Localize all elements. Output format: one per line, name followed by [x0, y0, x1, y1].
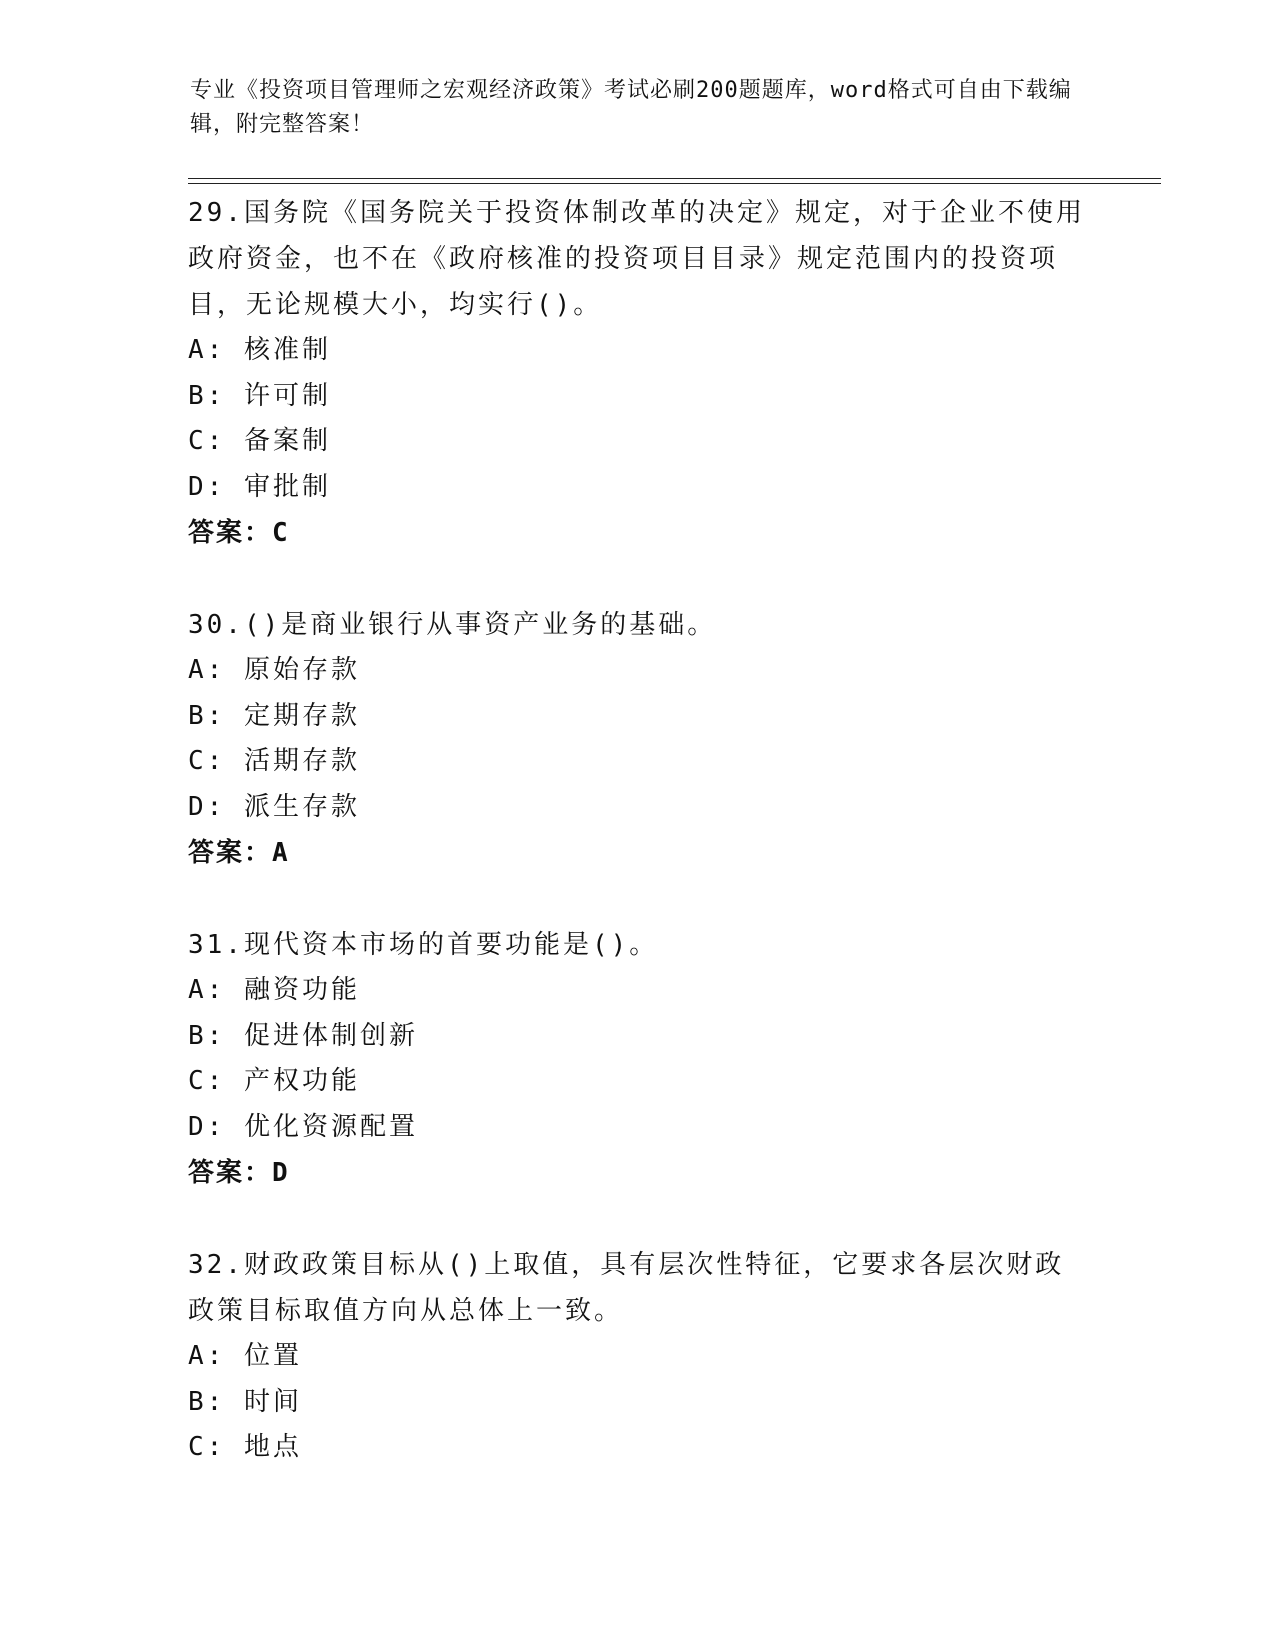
answer-label: 答案：D: [188, 1158, 290, 1188]
option-a: A: 融资功能: [188, 975, 360, 1005]
header-divider-bottom: [188, 183, 1161, 184]
option-b: B: 定期存款: [188, 700, 360, 731]
question-stem: 31.现代资本市场的首要功能是()。: [188, 930, 659, 960]
option-b: B: 时间: [188, 1386, 302, 1417]
option-a: A: 位置: [188, 1341, 302, 1371]
option-a: A: 核准制: [188, 335, 331, 365]
question-30: [188, 602, 1088, 876]
question-spacer: [188, 876, 1088, 922]
answer-label: 答案：C: [188, 518, 290, 548]
header-divider-top: [188, 178, 1161, 179]
option-c: C: 地点: [188, 1432, 302, 1462]
option-d: D: 审批制: [188, 471, 331, 502]
document-header: 专业《投资项目管理师之宏观经济政策》考试必刷200题题库，word格式可自由下载编辑，附完整答案！: [190, 78, 1072, 137]
option-c: C: 产权功能: [188, 1066, 360, 1096]
option-c: C: 备案制: [188, 426, 331, 456]
question-stem: 30.()是商业银行从事资产业务的基础。: [188, 610, 717, 640]
question-stem: 29.国务院《国务院关于投资体制改革的决定》规定，对于企业不使用政府资金，也不在《政府核准的投资项目目录》规定范围内的投资项目，无论规模大小，均实行()。: [188, 198, 1085, 320]
option-b: B: 许可制: [188, 380, 331, 411]
option-a: A: 原始存款: [188, 655, 360, 685]
question-spacer: [188, 556, 1088, 602]
question-32: [188, 1242, 1088, 1471]
question-spacer: [188, 1196, 1088, 1242]
option-d: D: 派生存款: [188, 791, 360, 822]
question-29: [188, 190, 1088, 556]
option-d: D: 优化资源配置: [188, 1111, 418, 1142]
question-31: [188, 922, 1088, 1196]
option-c: C: 活期存款: [188, 746, 360, 776]
question-list: [188, 190, 1088, 1471]
question-stem: 32.财政政策目标从()上取值，具有层次性特征，它要求各层次财政政策目标取值方向从总体上一致。: [188, 1250, 1065, 1326]
answer-label: 答案：A: [188, 838, 290, 868]
option-b: B: 促进体制创新: [188, 1020, 418, 1051]
